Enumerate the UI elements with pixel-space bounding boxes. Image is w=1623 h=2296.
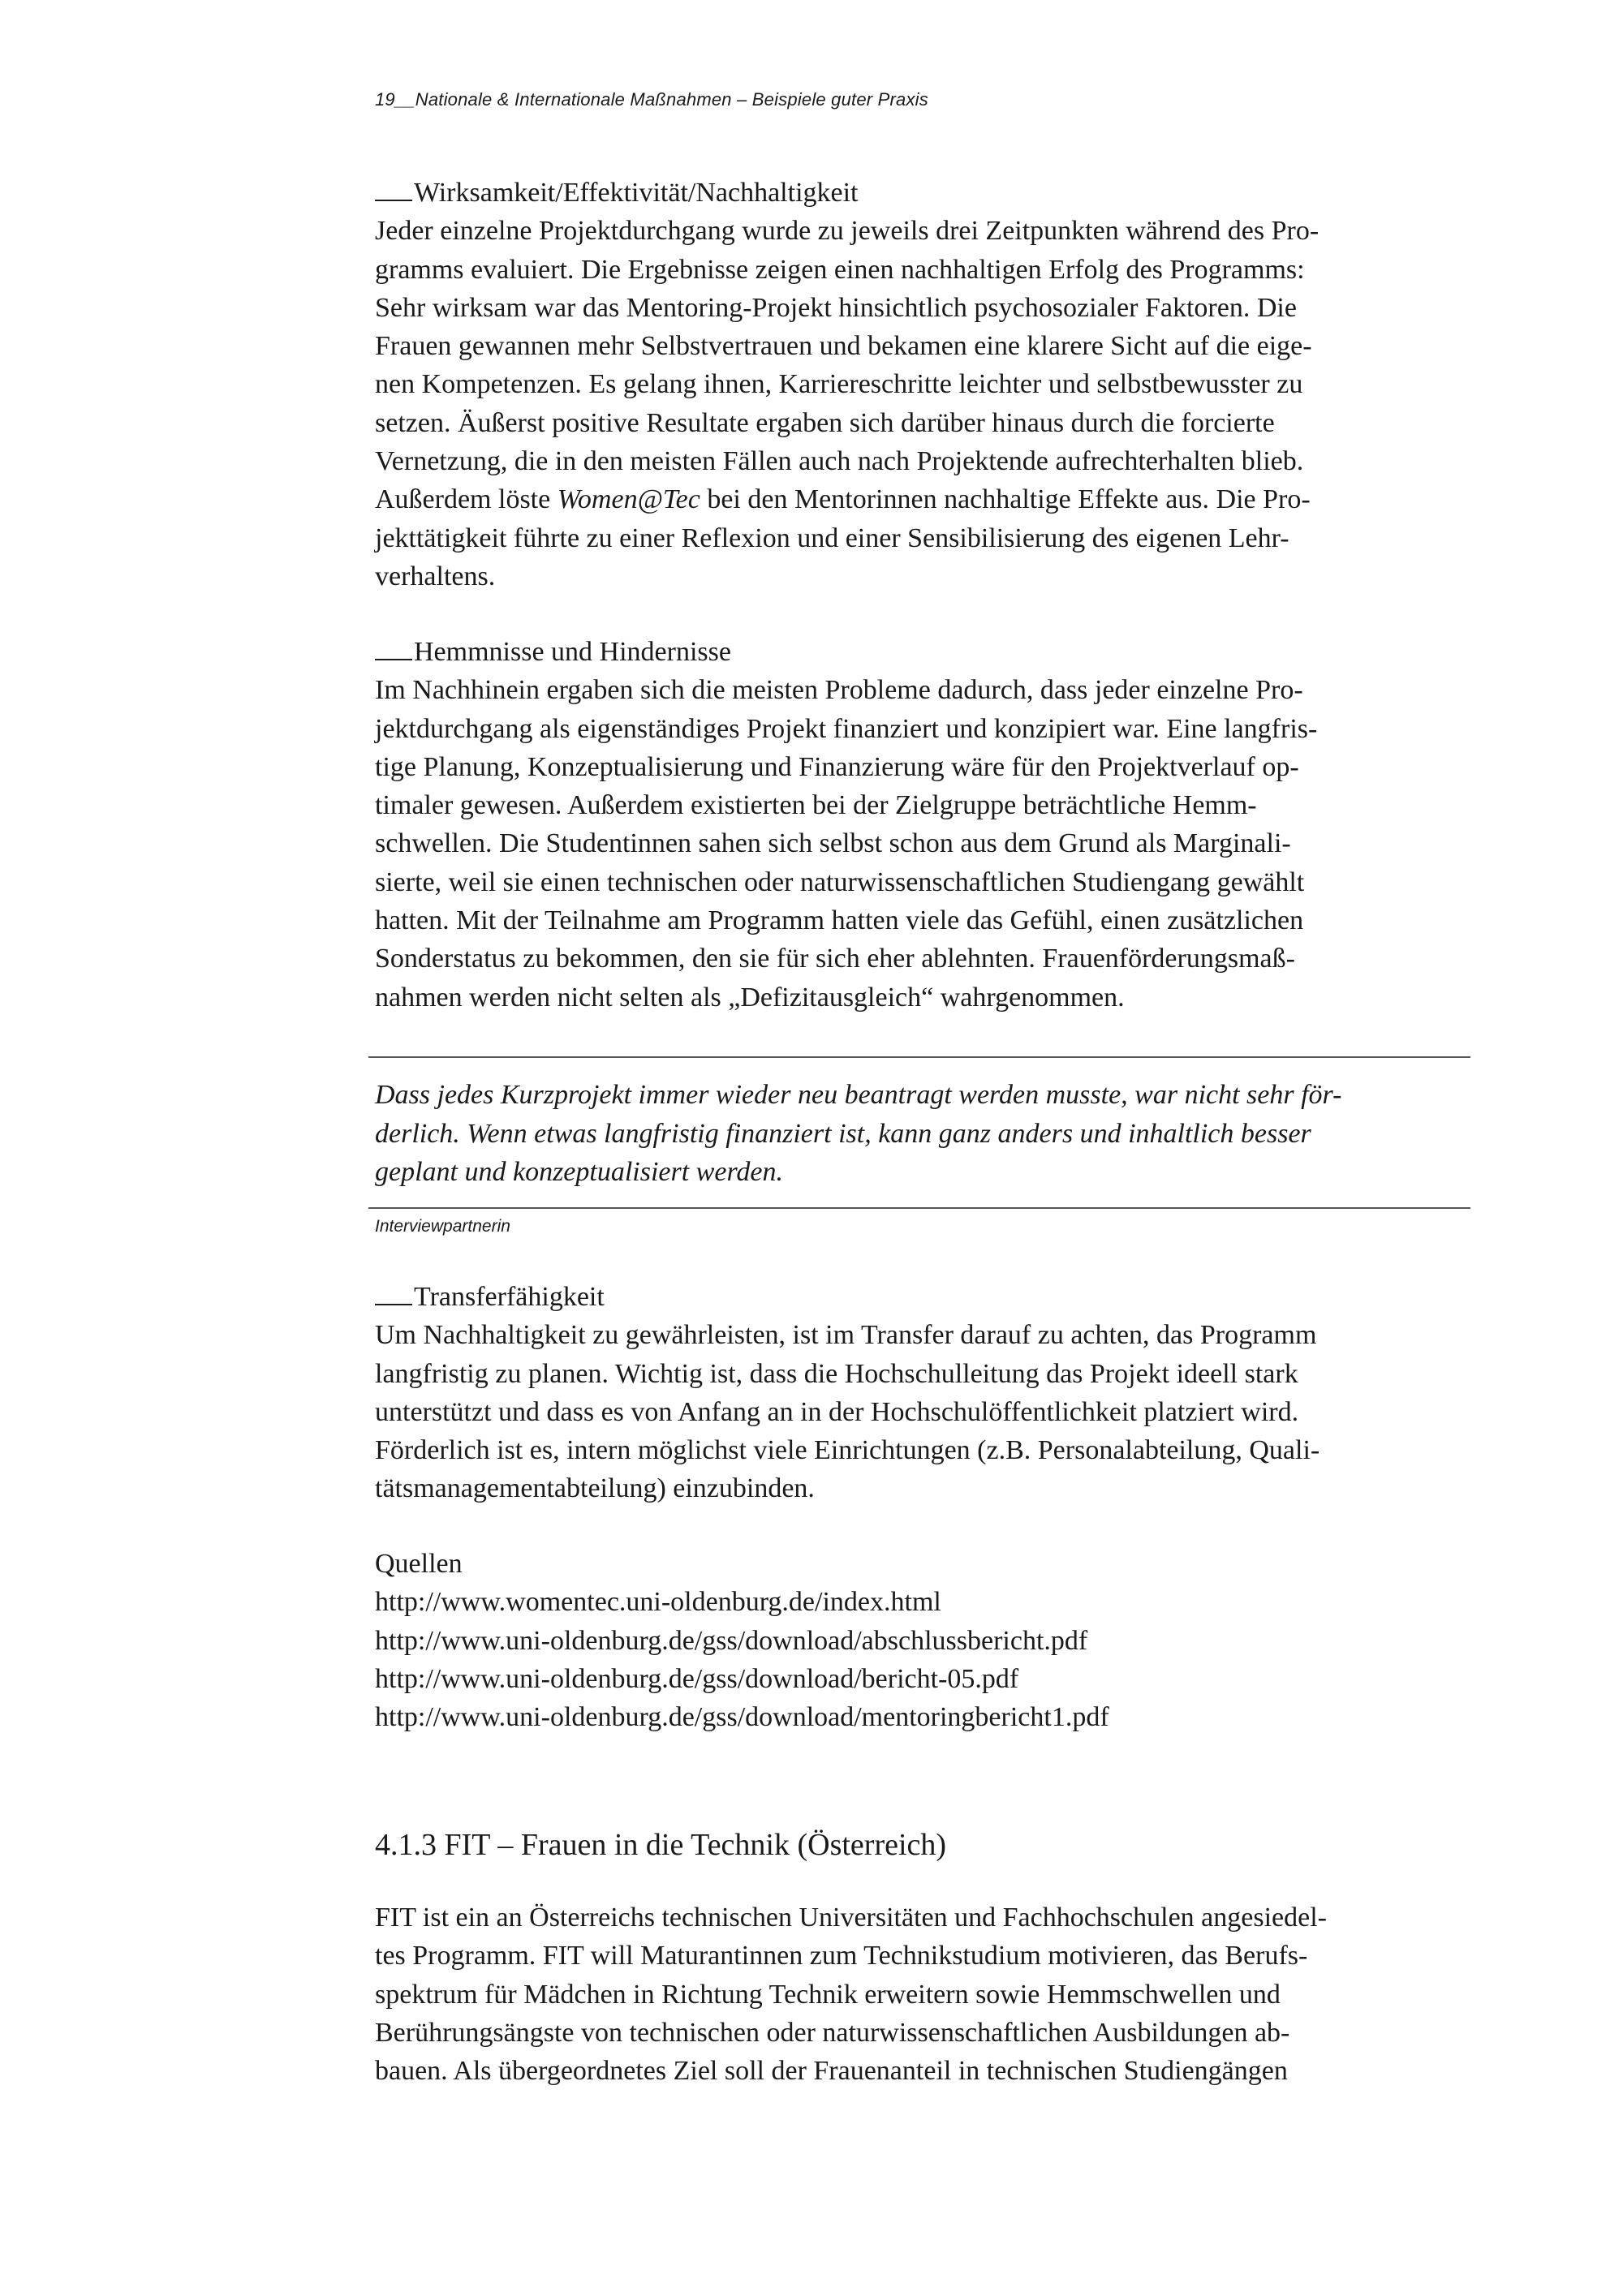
text-line: jektdurchgang als eigenständiges Projekt finanziert und konzipiert war. Eine langfris- <box>375 713 1318 744</box>
source-link[interactable]: http://www.uni-oldenburg.de/gss/download/bericht-05.pdf <box>375 1663 1019 1694</box>
quote-text <box>375 1076 1341 1192</box>
section-heading <box>375 633 1470 671</box>
source-link[interactable]: http://www.uni-oldenburg.de/gss/download/abschlussbericht.pdf <box>375 1625 1088 1656</box>
paragraph <box>375 1545 1470 1736</box>
text-line: Im Nachhinein ergaben sich die meisten Probleme dadurch, dass jeder einzelne Pro- <box>375 675 1303 706</box>
text-line: bauen. Als übergeordnetes Ziel soll der Frauenanteil in technischen Studiengängen <box>375 2056 1288 2087</box>
heading-rule <box>375 1279 412 1305</box>
text-line: Jeder einzelne Projektdurchgang wurde zu jeweils drei Zeitpunkten während des Pro- <box>375 216 1319 247</box>
text-line: timaler gewesen. Außerdem existierten bei der Zielgruppe beträchtliche Hemm- <box>375 790 1257 821</box>
section-title: 4.1.3 FIT – Frauen in die Technik (Österreich) <box>375 1828 947 1862</box>
heading-rule <box>375 175 412 201</box>
text-line: Förderlich ist es, intern möglichst viele Einrichtungen (z.B. Personalabteilung, Quali- <box>375 1435 1320 1466</box>
text-line: unterstützt und dass es von Anfang an in der Hochschulöffentlichkeit platziert wird. <box>375 1396 1299 1427</box>
text-line: Sehr wirksam war das Mentoring-Projekt hinsichtlich psychosozialer Faktoren. Die <box>375 292 1297 323</box>
section-heading <box>375 174 1470 212</box>
text-run: Außerdem löste <box>375 484 551 515</box>
text-line: Sonderstatus zu bekommen, den sie für sich eher ablehnten. Frauenförderungsmaß- <box>375 944 1295 974</box>
source-link[interactable]: http://www.uni-oldenburg.de/gss/download/mentoringbericht1.pdf <box>375 1702 1109 1733</box>
text-line: Berührungsängste von technischen oder naturwissenschaftlichen Ausbildungen ab- <box>375 2017 1290 2048</box>
section-fit <box>375 1825 1470 1864</box>
text-run: bei den Mentorinnen nachhaltige Effekte aus. Die Pro- <box>707 484 1311 515</box>
pull-quote <box>368 1056 1470 1209</box>
quote-line: Dass jedes Kurzprojekt immer wieder neu beantragt werden musste, war nicht sehr för- <box>375 1080 1342 1110</box>
text-line: schwellen. Die Studentinnen sahen sich selbst schon aus dem Grund als Marginali- <box>375 828 1291 859</box>
text-line: langfristig zu planen. Wichtig ist, dass die Hochschulleitung das Projekt ideell stark <box>375 1358 1298 1389</box>
section-transfer <box>375 1278 1470 1508</box>
text-line: Vernetzung, die in den meisten Fällen auch nach Projektende aufrechterhalten blieb. <box>375 446 1304 477</box>
heading-rule <box>375 634 412 660</box>
heading-text: Wirksamkeit/Effektivität/Nachhaltigkeit <box>414 178 859 208</box>
section-hemmnisse <box>375 633 1470 1017</box>
text-line: tes Programm. FIT will Maturantinnen zum Technikstudium motivieren, das Berufs- <box>375 1941 1308 1971</box>
program-name-italic: Women@Tec <box>557 484 700 515</box>
paragraph <box>375 1898 1470 2090</box>
paragraph <box>375 1316 1470 1507</box>
text-line: nahmen werden nicht selten als „Defizitausgleich“ wahrgenommen. <box>375 982 1125 1013</box>
quote-line: derlich. Wenn etwas langfristig finanziert ist, kann ganz anders und inhaltlich besser <box>375 1118 1311 1149</box>
text-line: gramms evaluiert. Die Ergebnisse zeigen einen nachhaltigen Erfolg des Programms: <box>375 254 1305 285</box>
text-line: Frauen gewannen mehr Selbstvertrauen und bekamen eine klarere Sicht auf die eige- <box>375 331 1312 362</box>
text-line <box>375 480 1470 518</box>
text-line: tätsmanagementabteilung) einzubinden. <box>375 1473 815 1504</box>
text-line: FIT ist ein an Österreichs technischen Universitäten und Fachhochschulen angesiedel- <box>375 1903 1327 1933</box>
paragraph <box>375 212 1470 595</box>
text-line: hatten. Mit der Teilnahme am Programm hatten viele das Gefühl, einen zusätzlichen <box>375 905 1304 936</box>
text-line: setzen. Äußerst positive Resultate ergaben sich darüber hinaus durch die forcierte <box>375 407 1275 438</box>
running-header: 19__Nationale & Internationale Maßnahmen – Beispiele guter Praxis <box>375 89 928 110</box>
text-line: sierte, weil sie einen technischen oder naturwissenschaftlichen Studiengang gewählt <box>375 866 1305 897</box>
text-line: nen Kompetenzen. Es gelang ihnen, Karriereschritte leichter und selbstbewusster zu <box>375 369 1303 400</box>
section-heading <box>375 1278 1470 1316</box>
section-fit-body <box>375 1898 1470 2090</box>
sources-heading: Quellen <box>375 1549 463 1579</box>
quote-source: Interviewpartnerin <box>375 1217 510 1236</box>
text-line: Um Nachhaltigkeit zu gewährleisten, ist im Transfer darauf zu achten, das Programm <box>375 1320 1317 1351</box>
text-line: spektrum für Mädchen in Richtung Technik erweitern sowie Hemmschwellen und <box>375 1979 1281 2010</box>
text-line: verhaltens. <box>375 561 496 591</box>
source-link[interactable]: http://www.womentec.uni-oldenburg.de/index.html <box>375 1587 941 1618</box>
section-wirksamkeit <box>375 174 1470 595</box>
quote-line: geplant und konzeptualisiert werden. <box>375 1157 784 1187</box>
text-line: tige Planung, Konzeptualisierung und Finanzierung wäre für den Projektverlauf op- <box>375 751 1299 782</box>
text-line: jekttätigkeit führte zu einer Reflexion und einer Sensibilisierung des eigenen Lehr- <box>375 522 1289 553</box>
heading-text: Hemmnisse und Hindernisse <box>414 637 731 667</box>
heading-text: Transferfähigkeit <box>414 1282 605 1312</box>
paragraph <box>375 671 1470 1017</box>
section-quellen <box>375 1545 1470 1736</box>
